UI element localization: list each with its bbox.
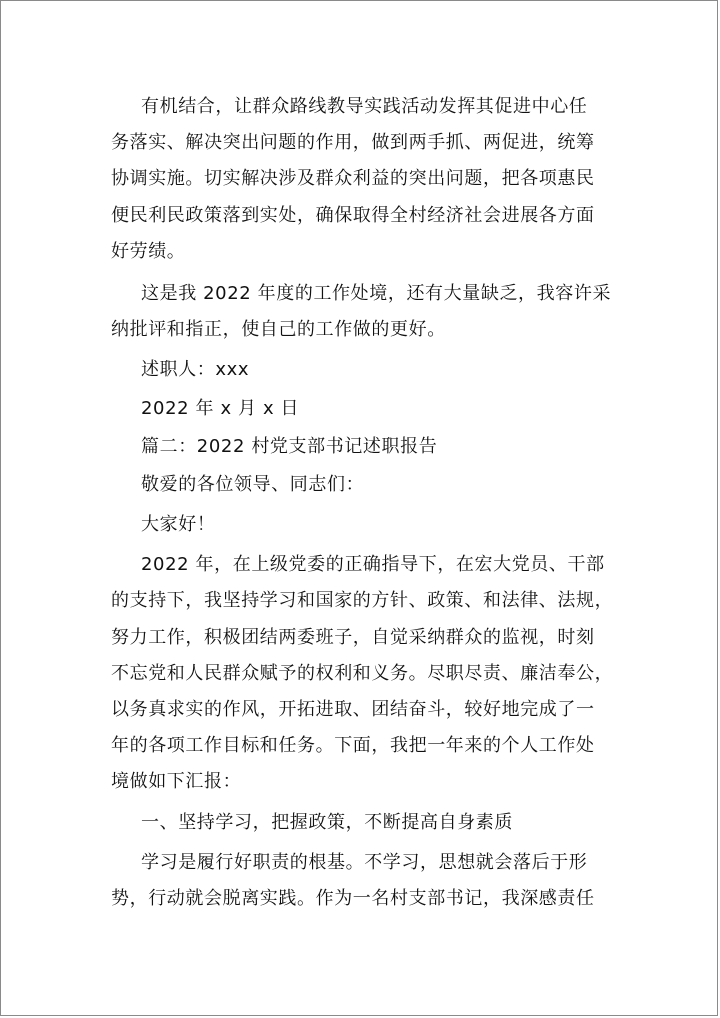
document-body (111, 89, 614, 917)
text-line: 篇二：2022 村党支部书记述职报告 (141, 435, 438, 457)
text-line: 年的各项工作目标和任务。下面，我把一年来的个人工作处 (111, 735, 595, 757)
text-line: 大家好！ (141, 514, 216, 536)
text-line: 境做如下汇报： (111, 771, 242, 793)
text-line: 2022 年，在上级党委的正确指导下，在宏大党员、干部 (141, 554, 605, 576)
text-line: 协调实施。切实解决涉及群众利益的突出问题，把各项惠民 (111, 168, 595, 190)
text-line: 以务真求实的作风，开拓进取、团结奋斗，较好地完成了一 (111, 699, 595, 720)
text-line: 学习是履行好职责的根基。不学习，思想就会落后于形 (141, 851, 588, 873)
text-line: 敬爱的各位领导、同志们： (141, 473, 365, 495)
text-line: 努力工作，积极团结两委班子，自觉采纳群众的监视，时刻 (111, 626, 595, 648)
text-line: 这是我 2022 年度的工作处境，还有大量缺乏，我容许采 (141, 282, 612, 304)
text-line: 纳批评和指正，使自己的工作做的更好。 (111, 319, 446, 341)
text-line: 务落实、解决突出问题的作用，做到两手抓、两促进，统筹 (111, 132, 595, 154)
text-line: 便民利民政策落到实处，确保取得全村经济社会进展各方面 (111, 204, 595, 226)
text-line: 势，行动就会脱离实践。作为一名村支部书记，我深感责任 (111, 887, 595, 909)
text-line: 好劳绩。 (111, 240, 186, 262)
text-line: 一、坚持学习，把握政策，不断提高自身素质 (141, 811, 513, 833)
text-line: 述职人：xxx (141, 359, 250, 381)
text-line: 不忘党和人民群众赋予的权利和义务。尽职尽责、廉洁奉公， (111, 662, 614, 684)
text-line: 2022 年 x 月 x 日 (141, 397, 300, 419)
text-line: 有机结合，让群众路线教导实践活动发挥其促进中心任 (141, 96, 588, 117)
text-line: 的支持下，我坚持学习和国家的方针、政策、和法律、法规， (111, 590, 614, 612)
